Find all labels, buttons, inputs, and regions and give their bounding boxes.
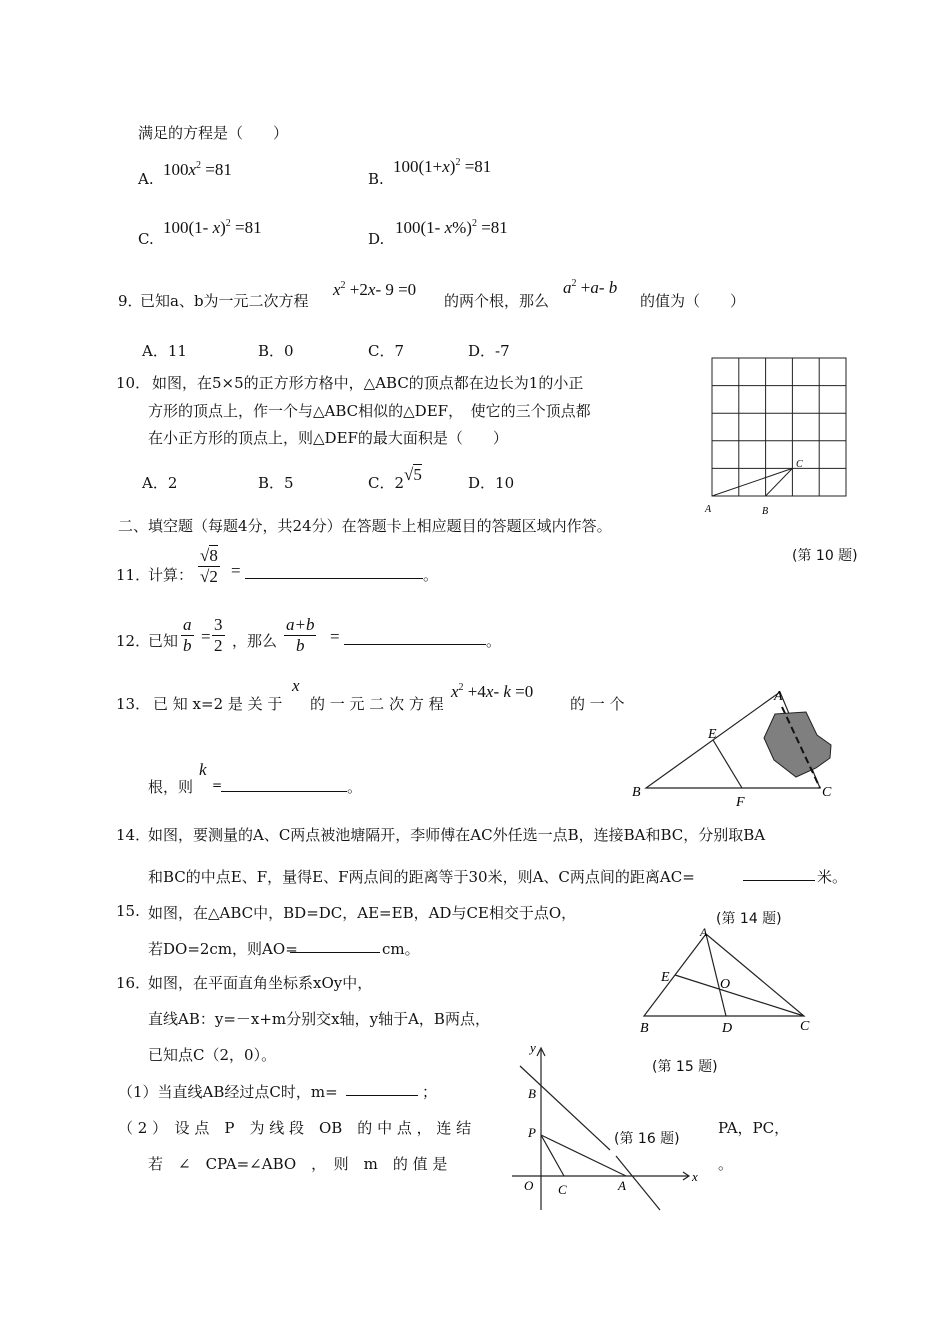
q10-line1: 如图，在5×5的正方形方格中，△ABC的顶点都在边长为1的小正 xyxy=(152,374,584,392)
q12-f2-num: 3 xyxy=(214,615,223,634)
label-a: A xyxy=(774,689,783,704)
q8-stem: 满足的方程是（ ） xyxy=(138,124,289,142)
label-a: A xyxy=(618,1178,626,1193)
label-a: A xyxy=(705,504,712,515)
q10-option-c xyxy=(368,465,422,493)
q16-part1: （1）当直线AB经过点C时，m= xyxy=(118,1083,338,1101)
q9-number: 9． xyxy=(118,292,143,310)
q12-fraction-1 xyxy=(181,615,194,656)
q13-text1: 已 知 x=2 是 关 于 xyxy=(153,695,283,713)
q12-equals-2: = xyxy=(330,627,340,646)
label-y: y xyxy=(530,1040,536,1055)
q12-text1: 已知 xyxy=(148,632,179,650)
q14-pond-figure xyxy=(630,682,850,810)
label-p: P xyxy=(528,1125,536,1140)
q9-text3: 的值为（ ） xyxy=(640,292,746,310)
label-e: E xyxy=(661,970,670,985)
label-b: B xyxy=(528,1086,536,1101)
q12-f3-den: b xyxy=(295,636,305,655)
q8-option-b-label: B. xyxy=(368,170,384,188)
label-o: O xyxy=(524,1178,534,1193)
q13-var-k: k xyxy=(199,760,207,779)
q12-f2-den: 2 xyxy=(214,636,223,655)
q16-part2-tail: PA，PC， xyxy=(718,1119,790,1137)
label-x: x xyxy=(692,1169,698,1184)
q13-var-x: x xyxy=(292,676,300,695)
q16-caption: (第 16 题) xyxy=(614,1131,680,1147)
q8-option-d-label: D. xyxy=(368,230,385,248)
q15-line1: 如图，在△ABC中，BD=DC，AE=EB，AD与CE相交于点O， xyxy=(148,904,577,922)
q13-text3: 的 一 个 xyxy=(570,695,625,713)
q12-answer-blank xyxy=(344,628,486,645)
label-b: B xyxy=(762,506,769,517)
q10-line3: 在小正方形的顶点上，则△DEF的最大面积是（ ） xyxy=(148,429,508,447)
q8-option-b-math: $100(1+x)^2 =81$ xyxy=(393,157,492,176)
q12-text2: ，那么 xyxy=(232,632,278,650)
q16-number: 16． xyxy=(116,974,151,992)
q12-f1-num: a xyxy=(183,615,192,634)
q14-unit: 米。 xyxy=(817,868,848,886)
q11-answer-blank xyxy=(245,562,423,579)
q13-equals: = xyxy=(212,778,223,792)
q12-equals-1: = xyxy=(201,627,211,646)
label-c: C xyxy=(796,459,803,470)
q13-number: 13． xyxy=(116,695,151,713)
q15-caption: (第 15 题) xyxy=(652,1059,718,1075)
q11-equals: = xyxy=(231,561,241,580)
q16-part1-end: ； xyxy=(422,1083,438,1101)
label-e: E xyxy=(708,727,717,742)
section-2-heading: 二、填空题（每题4分，共24分）在答题卡上相应题目的答题区域内作答。 xyxy=(118,517,612,535)
q10-option-a: A．2 xyxy=(142,474,178,492)
q10-option-c-prefix: C．2 xyxy=(368,474,405,492)
label-b: B xyxy=(640,1021,649,1036)
q15-unit: cm。 xyxy=(382,940,420,958)
q16-line2: 直线AB：y=－x+m分别交x轴，y轴于A，B两点， xyxy=(148,1010,490,1028)
q11-denominator: 2 xyxy=(209,567,218,586)
q9-option-a: A．11 xyxy=(142,342,187,360)
q8-option-a-label: A. xyxy=(138,170,154,188)
triangle-abc xyxy=(712,468,792,496)
q9-equation: $x^2 +2x-$ 9 =0 xyxy=(333,280,417,299)
sqrt-icon: √ xyxy=(404,465,414,484)
q12-fraction-2 xyxy=(212,615,225,656)
q11-fraction xyxy=(198,546,220,587)
q10-number: 10． xyxy=(116,374,151,392)
label-a: A xyxy=(700,925,708,939)
q12-fraction-3 xyxy=(284,615,316,656)
label-c: C xyxy=(558,1182,567,1197)
q14-answer-blank xyxy=(743,864,815,881)
q13-text2: 的 一 元 二 次 方 程 xyxy=(310,695,444,713)
q16-part2: （ 2 ） 设 点 P 为 线 段 OB 的 中 点 ， 连 结 xyxy=(118,1119,472,1137)
label-d: D xyxy=(722,1021,733,1036)
label-f: F xyxy=(736,795,745,810)
q16-part1-blank xyxy=(346,1079,418,1096)
q12-number: 12． xyxy=(116,632,151,650)
q8-option-d-math: 100(1- x%)$^2$ =81 xyxy=(395,218,508,237)
q10-option-d: D．10 xyxy=(468,474,515,492)
q13-answer-blank xyxy=(221,775,347,792)
q11-end: 。 xyxy=(423,566,439,584)
q11-text: 计算： xyxy=(148,566,194,584)
q15-number: 15. xyxy=(116,902,140,920)
q12-f1-den: b xyxy=(183,636,192,655)
sqrt-icon: √ xyxy=(200,546,210,565)
q13-end: 。 xyxy=(347,778,363,796)
pond-shape xyxy=(764,712,831,777)
q10-grid-figure xyxy=(700,352,860,522)
q10-caption: (第 10 题) xyxy=(792,548,858,564)
q12-f3-num: a+b xyxy=(286,615,315,634)
q14-number: 14． xyxy=(116,826,151,844)
label-b: B xyxy=(632,785,641,800)
label-o: O xyxy=(720,977,731,992)
q10-line2: 方形的顶点上，作一个与△ABC相似的△DEF， 使它的三个顶点都 xyxy=(148,402,591,420)
q8-option-c-math: 100(1- x)$^2$ =81 xyxy=(163,218,262,237)
q9-option-b: B．0 xyxy=(258,342,294,360)
q9-text1: 已知a、b为一元二次方程 xyxy=(140,292,309,310)
q8-option-a-math: $100x^2 =81$ xyxy=(163,160,232,179)
q11-number: 11． xyxy=(116,566,151,584)
q14-caption: (第 14 题) xyxy=(716,911,782,927)
label-c: C xyxy=(800,1019,810,1034)
q9-option-d: D．-7 xyxy=(468,342,510,360)
q13-line2: 根，则 xyxy=(148,778,194,796)
q9-option-c: C．7 xyxy=(368,342,405,360)
q16-part3: 若 ∠ CPA=∠ABO ， 则 m 的 值 是 xyxy=(148,1155,448,1173)
q8-option-c-label: C. xyxy=(138,230,154,248)
q15-line2: 若DO=2cm，则AO= xyxy=(148,940,298,958)
q16-line1: 如图，在平面直角坐标系xOy中， xyxy=(148,974,373,992)
q9-text2: 的两个根，那么 xyxy=(444,292,550,310)
q12-end: 。 xyxy=(486,632,502,650)
q16-part3-end: 。 xyxy=(718,1155,734,1173)
q15-triangle-figure xyxy=(634,924,814,1040)
q10-option-b: B．5 xyxy=(258,474,294,492)
q9-expression: $a^2 +a-$ b xyxy=(563,278,618,297)
q14-line2: 和BC的中点E、F，量得E、F两点间的距离等于30米，则A、C两点间的距离AC= xyxy=(148,868,695,886)
q15-answer-blank xyxy=(290,936,380,953)
q10-option-c-radicand: 5 xyxy=(413,465,422,484)
sqrt-icon: √ xyxy=(200,567,210,586)
q11-numerator: 8 xyxy=(209,546,218,565)
label-c: C xyxy=(822,785,832,800)
q14-line1: 如图，要测量的A、C两点被池塘隔开，李师傅在AC外任选一点B，连接BA和BC，分别取BA xyxy=(148,826,766,844)
q13-equation: $x^2 +4x-$ k =0 xyxy=(451,682,534,701)
q16-line3: 已知点C（2，0）。 xyxy=(148,1046,277,1064)
